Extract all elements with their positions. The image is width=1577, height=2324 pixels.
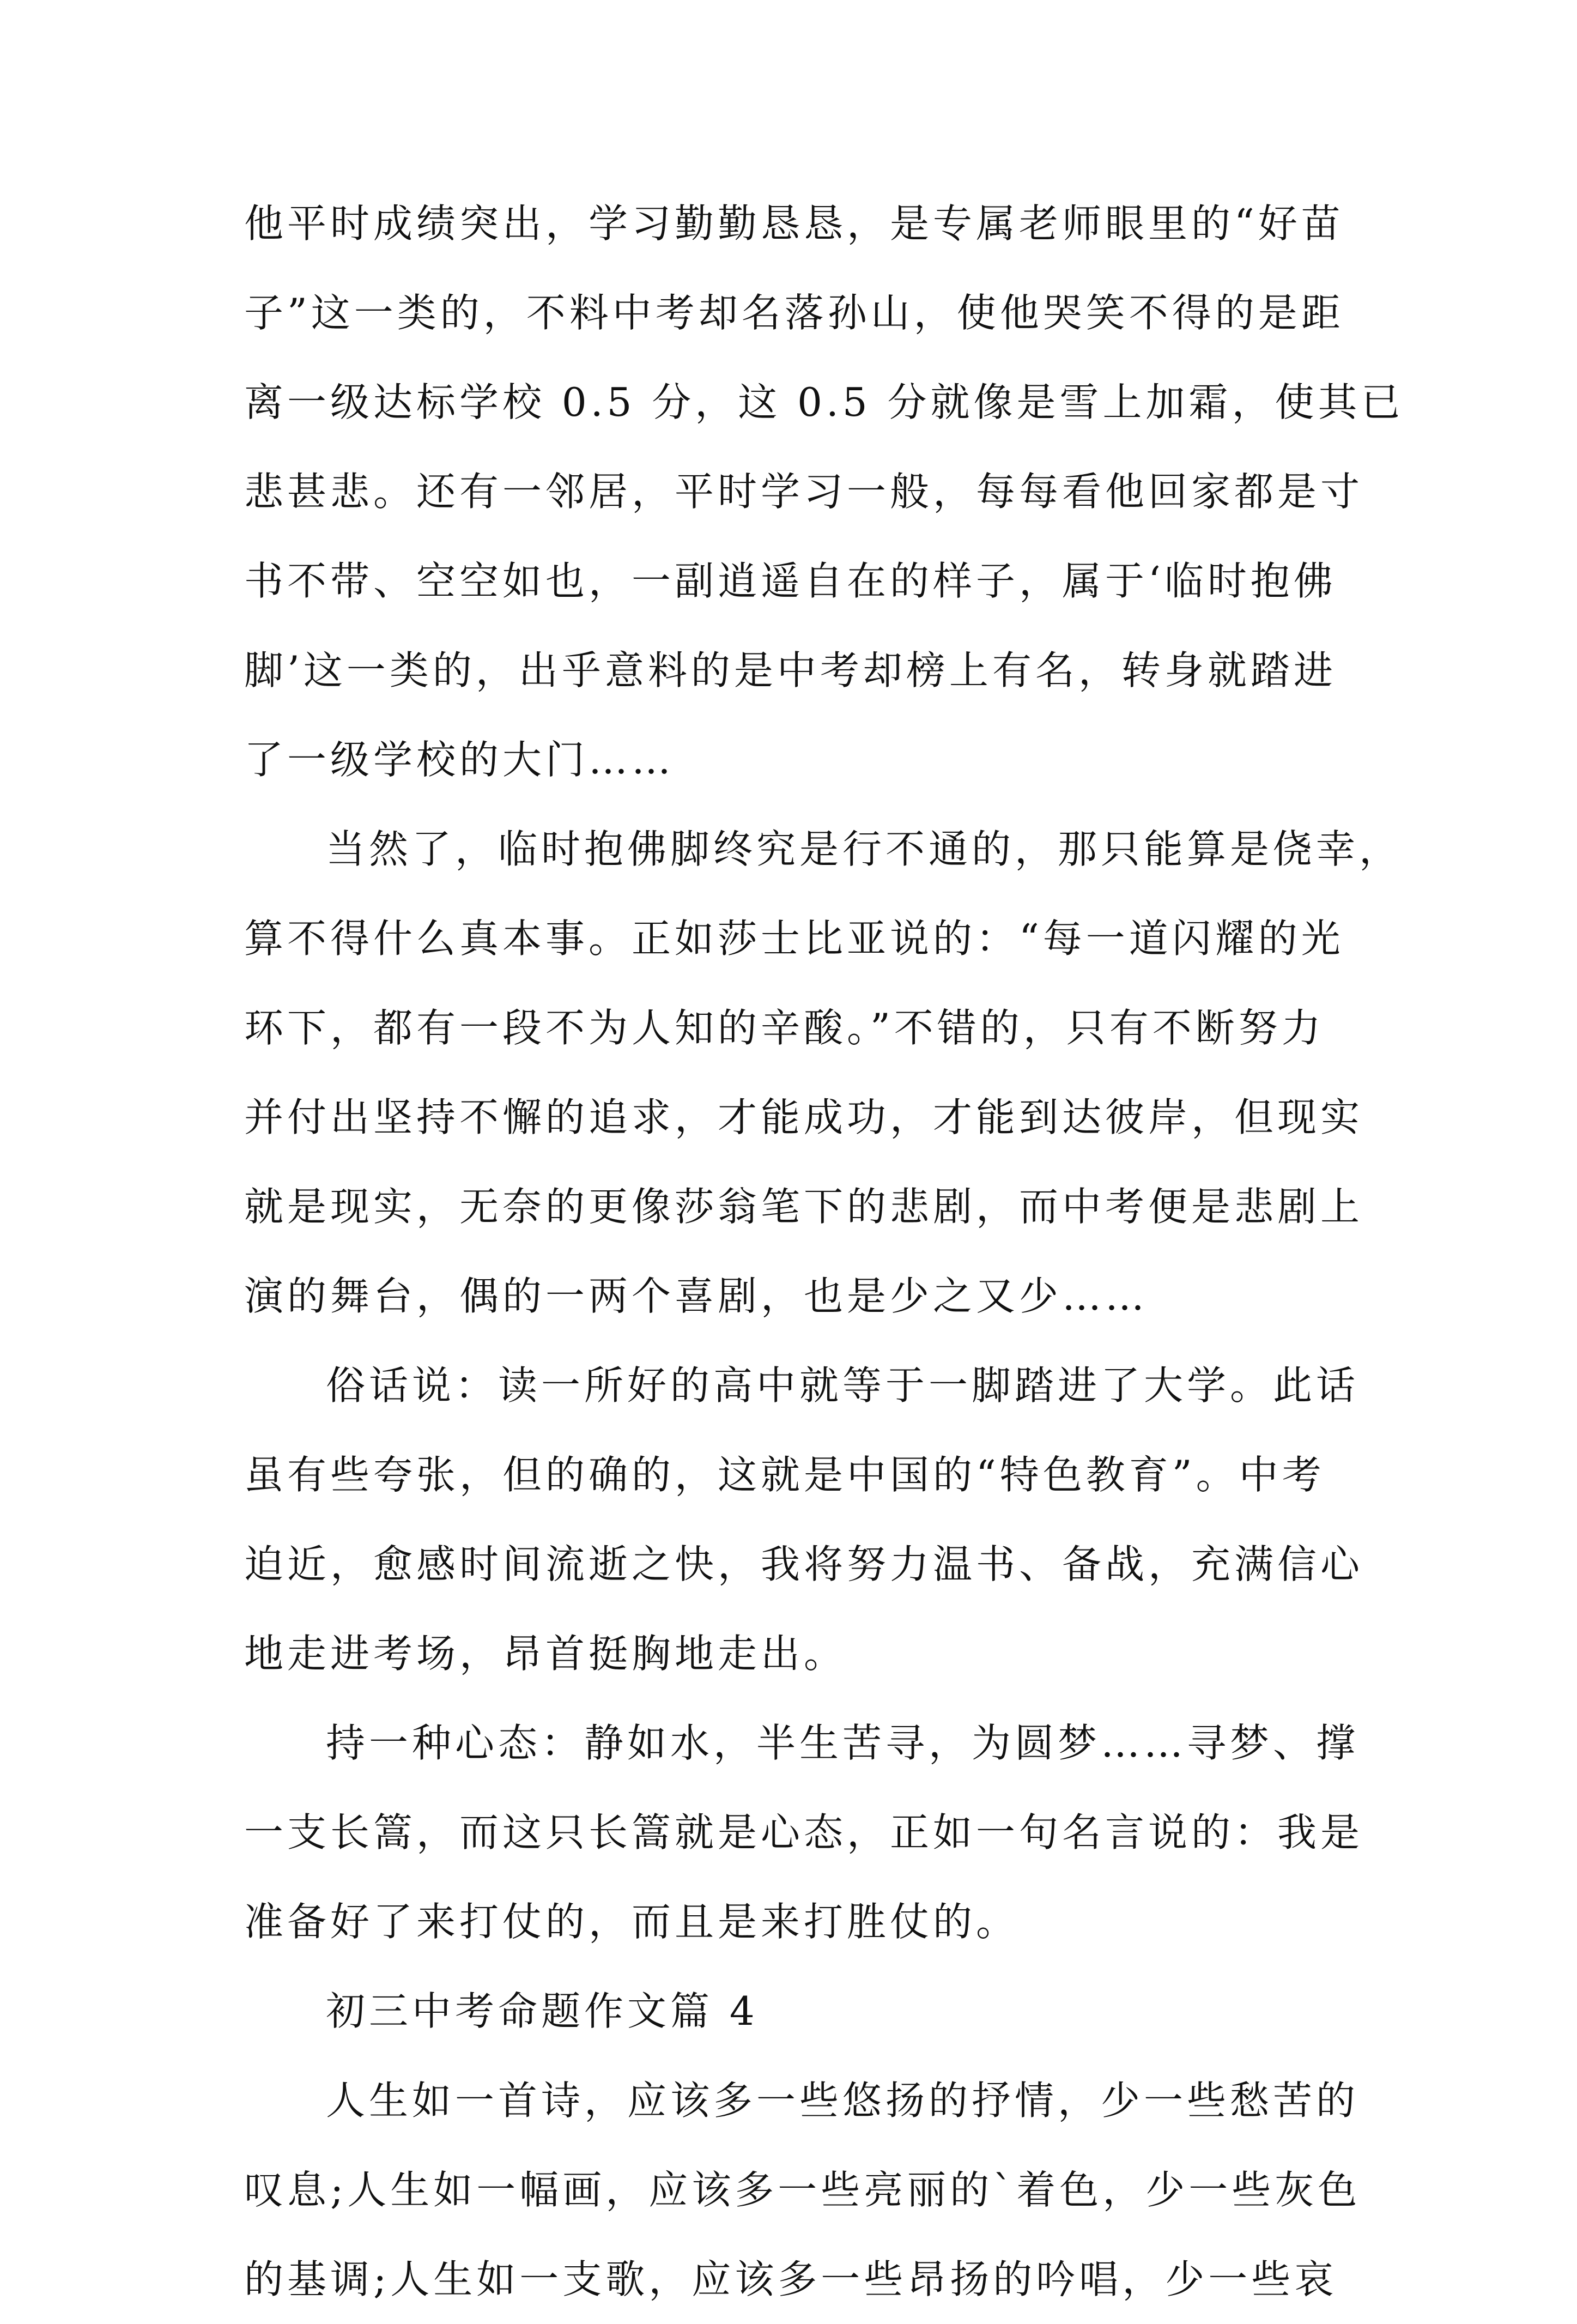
text-line: 算不得什么真本事。正如莎士比亚说的：“每一道闪耀的光 [244,916,1344,961]
text-line: 环下，都有一段不为人知的辛酸。”不错的，只有不断努力 [244,1005,1325,1051]
paragraph-first-line: 持一种心态：静如水，半生苦寻，为圆梦……寻梦、撑 [326,1720,1360,1766]
text-line: 了一级学校的大门…… [244,737,675,783]
text-line: 一支长篙，而这只长篙就是心态，正如一句名言说的：我是 [244,1809,1364,1855]
paragraph-first-line: 人生如一首诗，应该多一些悠扬的抒情，少一些愁苦的 [326,2078,1360,2123]
paragraph-first-line: 当然了，临时抱佛脚终究是行不通的，那只能算是侥幸， [326,826,1403,872]
document-body [244,179,1404,2324]
text-line: 准备好了来打仗的，而且是来打胜仗的。 [244,1899,1020,1945]
paragraph-first-line: 俗话说：读一所好的高中就等于一脚踏进了大学。此话 [326,1363,1360,1408]
text-line: 书不带、空空如也，一副逍遥自在的样子，属于‘临时抱佛 [244,558,1337,604]
text-line: 演的舞台，偶的一两个喜剧，也是少之又少…… [244,1273,1149,1319]
text-line: 叹息;人生如一幅画，应该多一些亮丽的`着色，少一些灰色 [244,2167,1361,2213]
text-line: 悲甚悲。还有一邻居，平时学习一般，每每看他回家都是寸 [244,469,1364,515]
text-line: 迫近，愈感时间流逝之快，我将努力温书、备战，充满信心 [244,1541,1364,1587]
text-line: 地走进考场，昂首挺胸地走出。 [244,1631,847,1677]
text-line: 就是现实，无奈的更像莎翁笔下的悲剧，而中考便是悲剧上 [244,1184,1364,1230]
text-line: 他平时成绩突出，学习勤勤恳恳，是专属老师眼里的“好苗 [244,201,1344,246]
text-line: 并付出坚持不懈的追求，才能成功，才能到达彼岸，但现实 [244,1094,1364,1140]
text-line: 的基调;人生如一支歌，应该多一些昂扬的吟唱，少一些哀 [244,2256,1338,2302]
text-line: 虽有些夸张，但的确的，这就是中国的“特色教育”。中考 [244,1452,1325,1498]
text-line: 脚’这一类的，出乎意料的是中考却榜上有名，转身就踏进 [244,647,1337,693]
section-heading: 初三中考命题作文篇 4 [326,1988,759,2034]
text-line: 子”这一类的，不料中考却名落孙山，使他哭笑不得的是距 [244,290,1344,336]
text-line: 离一级达标学校 0.5 分，这 0.5 分就像是雪上加霜，使其已 [244,379,1404,425]
